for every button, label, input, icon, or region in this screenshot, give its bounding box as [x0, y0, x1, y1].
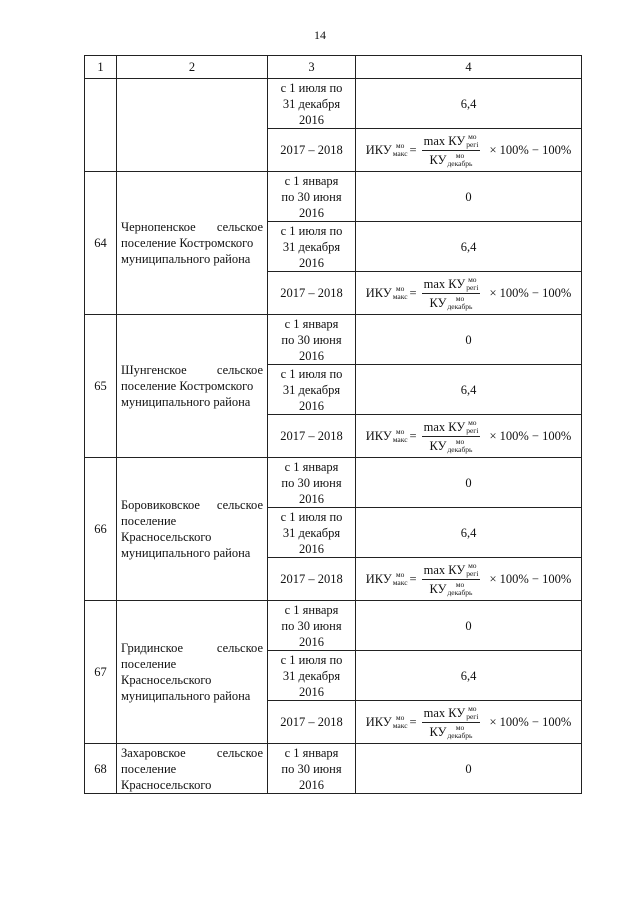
- formula-lhs-symbol: ИКУ: [365, 429, 392, 443]
- formula-lhs-indices: [393, 428, 408, 444]
- formula-num-indices: [466, 133, 478, 149]
- formula-sub: регі: [466, 568, 479, 578]
- header-col-3: 3: [268, 56, 356, 79]
- period-line: 2016: [299, 255, 324, 270]
- formula-sup: мо: [395, 284, 405, 293]
- period-cell: 2017 – 2018: [268, 701, 356, 744]
- formula-den-symbol: КУ: [429, 152, 447, 167]
- formula-denominator: [430, 580, 473, 597]
- formula-num-symbol: max КУ: [423, 562, 466, 577]
- formula-sub: макс: [392, 721, 408, 730]
- name-line: поселение Костромского: [121, 236, 254, 250]
- formula-denominator: [430, 437, 473, 454]
- period-cell: [268, 601, 356, 651]
- name-line: Шунгенское сельское: [121, 363, 263, 377]
- formula-sub: макс: [392, 435, 408, 444]
- formula-fraction: [422, 562, 481, 597]
- name-line: поселение: [121, 514, 177, 528]
- formula-lhs-indices: [393, 285, 408, 301]
- price-change-formula: [366, 133, 572, 168]
- name-cell: [117, 79, 268, 172]
- period-cell: [268, 222, 356, 272]
- name-line: Красносельского: [121, 777, 212, 792]
- page-number: 14: [314, 28, 326, 42]
- formula-tail: × 100% − 100%: [489, 143, 572, 157]
- formula-num-symbol: max КУ: [423, 276, 466, 291]
- formula-fraction: [422, 133, 481, 168]
- formula-num-indices: [466, 276, 478, 292]
- value-cell: [356, 415, 582, 458]
- number-cell: 64: [85, 172, 117, 315]
- formula-lhs-symbol: ИКУ: [365, 572, 392, 586]
- formula-num-indices: [466, 562, 478, 578]
- formula-num-indices: [466, 419, 478, 435]
- value-cell: 6,4: [356, 79, 582, 129]
- number-cell: [85, 79, 117, 172]
- formula-lhs-symbol: ИКУ: [365, 143, 392, 157]
- period-line: 31 декабря: [282, 525, 341, 540]
- name-cell: [117, 315, 268, 458]
- price-change-formula: [366, 562, 572, 597]
- period-line: 2016: [299, 634, 324, 649]
- header-col-2: 2: [117, 56, 268, 79]
- period-line: 2016: [299, 777, 324, 792]
- price-change-formula: [366, 705, 572, 740]
- formula-sup: мо: [468, 560, 477, 570]
- formula-den-symbol: КУ: [429, 724, 447, 739]
- formula-tail: × 100% − 100%: [489, 286, 572, 300]
- formula-lhs-indices: [393, 142, 408, 158]
- period-line: по 30 июня: [281, 618, 342, 633]
- formula-tail: × 100% − 100%: [489, 715, 572, 729]
- formula-sub: декабрь: [447, 301, 473, 311]
- formula-den-indices: [447, 724, 472, 740]
- header-col-1: 1: [85, 56, 117, 79]
- formula-denominator: [430, 294, 473, 311]
- period-cell: 2017 – 2018: [268, 272, 356, 315]
- period-cell: [268, 458, 356, 508]
- name-line: Красносельского: [121, 530, 212, 544]
- value-cell: 6,4: [356, 365, 582, 415]
- period-line: 2016: [299, 398, 324, 413]
- formula-sup: мо: [468, 703, 477, 713]
- name-line: муниципального района: [121, 252, 251, 266]
- formula-numerator: [422, 562, 481, 580]
- formula-sub: макс: [392, 149, 408, 158]
- formula-sup: мо: [395, 713, 405, 722]
- name-line: Гридинское сельское: [121, 641, 263, 655]
- formula-sub: декабрь: [447, 158, 473, 168]
- name-line: поселение Костромского: [121, 379, 254, 393]
- name-line: Красносельского: [121, 673, 212, 687]
- period-cell: 2017 – 2018: [268, 129, 356, 172]
- period-cell: [268, 744, 356, 794]
- formula-num-symbol: max КУ: [423, 419, 466, 434]
- period-line: 2016: [299, 348, 324, 363]
- name-line: Захаровское сельское: [121, 745, 263, 760]
- formula-sub: декабрь: [447, 444, 473, 454]
- name-line: Боровиковское сельское: [121, 498, 263, 512]
- period-line: по 30 июня: [281, 189, 342, 204]
- period-line: 2016: [299, 684, 324, 699]
- formula-sup: мо: [395, 427, 405, 436]
- formula-sup: мо: [455, 579, 465, 589]
- price-change-formula: [366, 419, 572, 454]
- number-cell: 65: [85, 315, 117, 458]
- table-row: [85, 458, 582, 508]
- period-cell: 2017 – 2018: [268, 415, 356, 458]
- formula-den-indices: [447, 295, 472, 311]
- period-line: с 1 июля по: [280, 652, 343, 667]
- period-line: 2016: [299, 541, 324, 556]
- period-cell: 2017 – 2018: [268, 558, 356, 601]
- period-line: с 1 июля по: [280, 223, 343, 238]
- name-cell: [117, 601, 268, 744]
- table-row: [85, 601, 582, 651]
- number-cell: 68: [85, 744, 117, 794]
- formula-equals: =: [409, 715, 417, 729]
- period-cell: [268, 508, 356, 558]
- formula-denominator: [430, 723, 473, 740]
- value-cell: [356, 701, 582, 744]
- value-cell: [356, 558, 582, 601]
- formula-numerator: [422, 419, 481, 437]
- period-line: с 1 января: [284, 173, 339, 188]
- number-cell: 66: [85, 458, 117, 601]
- period-line: с 1 января: [284, 459, 339, 474]
- tariff-table: [84, 55, 582, 794]
- formula-sup: мо: [468, 274, 477, 284]
- table-row: [85, 315, 582, 365]
- period-cell: [268, 315, 356, 365]
- formula-sup: мо: [455, 436, 465, 446]
- period-cell: [268, 172, 356, 222]
- number-cell: 67: [85, 601, 117, 744]
- period-line: с 1 января: [284, 745, 339, 760]
- formula-den-symbol: КУ: [429, 438, 447, 453]
- formula-sup: мо: [468, 417, 477, 427]
- value-cell: 0: [356, 458, 582, 508]
- formula-lhs-symbol: ИКУ: [365, 715, 392, 729]
- formula-num-symbol: max КУ: [423, 705, 466, 720]
- formula-lhs: [366, 714, 408, 730]
- formula-den-indices: [447, 152, 472, 168]
- formula-lhs: [366, 571, 408, 587]
- period-cell: [268, 365, 356, 415]
- formula-sub: макс: [392, 292, 408, 301]
- formula-den-symbol: КУ: [429, 295, 447, 310]
- period-line: 2016: [299, 112, 324, 127]
- formula-tail: × 100% − 100%: [489, 572, 572, 586]
- formula-lhs-indices: [393, 571, 408, 587]
- formula-equals: =: [409, 572, 417, 586]
- period-line: по 30 июня: [281, 475, 342, 490]
- period-line: с 1 января: [284, 316, 339, 331]
- period-line: по 30 июня: [281, 761, 342, 776]
- table-row: [85, 79, 582, 129]
- value-cell: 6,4: [356, 651, 582, 701]
- value-cell: [356, 272, 582, 315]
- period-line: с 1 июля по: [280, 80, 343, 95]
- formula-sup: мо: [395, 141, 405, 150]
- formula-sup: мо: [468, 131, 477, 141]
- value-cell: [356, 129, 582, 172]
- period-line: 2016: [299, 205, 324, 220]
- value-cell: 0: [356, 172, 582, 222]
- name-line: поселение: [121, 761, 177, 776]
- formula-lhs-symbol: ИКУ: [365, 286, 392, 300]
- value-cell: 6,4: [356, 508, 582, 558]
- formula-sup: мо: [455, 722, 465, 732]
- period-line: с 1 января: [284, 602, 339, 617]
- formula-fraction: [422, 419, 481, 454]
- name-line: муниципального района: [121, 689, 251, 703]
- formula-numerator: [422, 133, 481, 151]
- table-row: [85, 172, 582, 222]
- name-line: муниципального района: [121, 546, 251, 560]
- formula-sup: мо: [455, 150, 465, 160]
- formula-sub: декабрь: [447, 587, 473, 597]
- name-line: поселение: [121, 657, 177, 671]
- formula-sub: регі: [466, 282, 479, 292]
- formula-lhs: [366, 285, 408, 301]
- period-line: с 1 июля по: [280, 366, 343, 381]
- formula-sub: регі: [466, 139, 479, 149]
- name-cell: [117, 458, 268, 601]
- value-cell: 0: [356, 601, 582, 651]
- table-header-row: [85, 56, 582, 79]
- period-line: 31 декабря: [282, 382, 341, 397]
- formula-numerator: [422, 276, 481, 294]
- formula-equals: =: [409, 143, 417, 157]
- period-line: 31 декабря: [282, 668, 341, 683]
- formula-num-indices: [466, 705, 478, 721]
- value-cell: 0: [356, 744, 582, 794]
- period-cell: [268, 79, 356, 129]
- period-line: 31 декабря: [282, 96, 341, 111]
- period-line: с 1 июля по: [280, 509, 343, 524]
- formula-fraction: [422, 276, 481, 311]
- period-line: 31 декабря: [282, 239, 341, 254]
- formula-lhs: [366, 142, 408, 158]
- name-cell: [117, 744, 268, 794]
- formula-den-symbol: КУ: [429, 581, 447, 596]
- price-change-formula: [366, 276, 572, 311]
- formula-tail: × 100% − 100%: [489, 429, 572, 443]
- formula-den-indices: [447, 581, 472, 597]
- value-cell: 6,4: [356, 222, 582, 272]
- table-row: [85, 744, 582, 794]
- name-line: Чернопенское сельское: [121, 220, 263, 234]
- formula-numerator: [422, 705, 481, 723]
- header-col-4: 4: [356, 56, 582, 79]
- formula-num-symbol: max КУ: [423, 133, 466, 148]
- formula-sup: мо: [395, 570, 405, 579]
- period-cell: [268, 651, 356, 701]
- formula-denominator: [430, 151, 473, 168]
- period-line: 2016: [299, 491, 324, 506]
- formula-lhs: [366, 428, 408, 444]
- formula-sub: декабрь: [447, 730, 473, 740]
- formula-den-indices: [447, 438, 472, 454]
- name-cell: [117, 172, 268, 315]
- formula-equals: =: [409, 286, 417, 300]
- period-line: по 30 июня: [281, 332, 342, 347]
- formula-sup: мо: [455, 293, 465, 303]
- formula-sub: макс: [392, 578, 408, 587]
- formula-sub: регі: [466, 425, 479, 435]
- formula-equals: =: [409, 429, 417, 443]
- formula-lhs-indices: [393, 714, 408, 730]
- value-cell: 0: [356, 315, 582, 365]
- name-line: муниципального района: [121, 395, 251, 409]
- formula-sub: регі: [466, 711, 479, 721]
- formula-fraction: [422, 705, 481, 740]
